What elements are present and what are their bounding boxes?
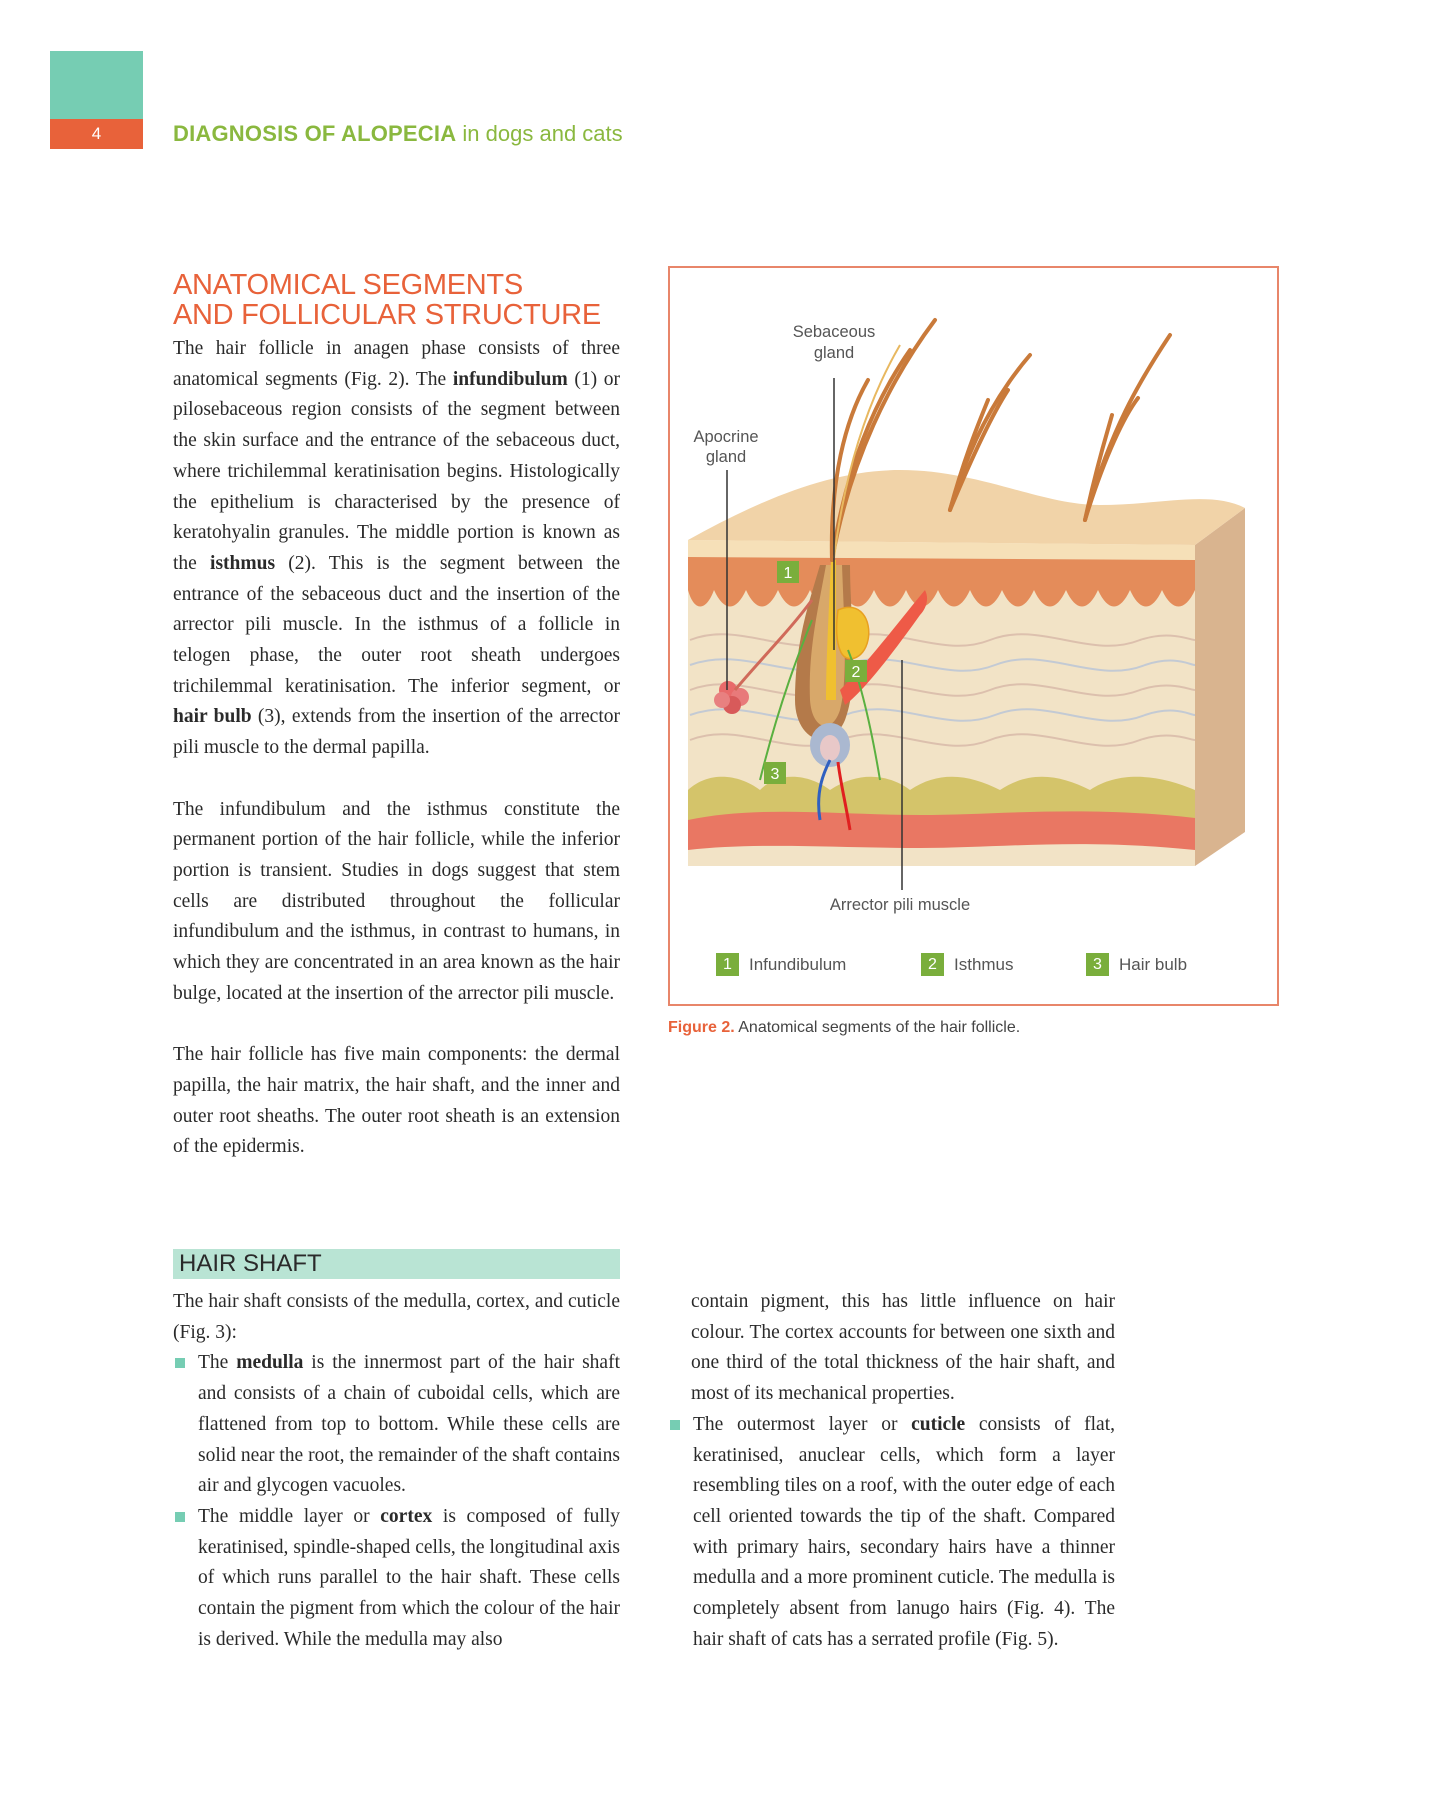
legend-label-1: Infundibulum [749, 954, 847, 974]
bullet-square [175, 1512, 185, 1522]
bullet-cortex [173, 1502, 620, 1656]
legend-box-1: 1 [716, 953, 739, 976]
legend-label-2: Isthmus [954, 954, 1014, 974]
segment-marker-1-text: 1 [783, 565, 793, 582]
section-title-line1: ANATOMICAL SEGMENTS [173, 269, 523, 301]
bullet-square [670, 1420, 680, 1430]
sebaceous-gland [837, 607, 869, 658]
page-number: 4 [50, 119, 143, 149]
legend-box-3: 3 [1086, 953, 1109, 976]
figure-caption-text: Anatomical segments of the hair follicle. [738, 1019, 1021, 1036]
hair-shaft-col1 [173, 1287, 620, 1655]
bullet-cortex-text-start: The middle layer or cortex is composed of fully keratinised, spindle-shaped cells, the longitudinal axis of which runs parallel to the hair shaft. These cells contain the pigment from which the colour of the hair is derived. While the medulla may also [198, 1505, 620, 1650]
legend-item-hair-bulb [1086, 953, 1187, 976]
legend-label-3: Hair bulb [1119, 954, 1188, 974]
section-title-line2: AND FOLLICULAR STRUCTURE [173, 299, 601, 331]
bullet-cortex-text-end: contain pigment, this has little influence on hair colour. The cortex accounts for between one sixth and one third of the total thickness of the hair shaft, and most of its mechanical properties. [691, 1291, 1115, 1405]
legend-item-isthmus [921, 953, 1014, 976]
running-title-light: in dogs and cats [462, 121, 623, 146]
figure-caption [668, 1019, 1020, 1037]
legend-item-infundibulum [716, 953, 846, 976]
paragraph-permanent: The infundibulum and the isthmus constitute the permanent portion of the hair follicle, while the inferior portion is transient. Studies in dogs suggest that stem cells are distributed throughout the follicular infundibulum and the isthmus, in contrast to humans, in which they are concentrated in an area known as the hair bulge, located at the insertion of the arrector pili muscle. [173, 798, 620, 1004]
section-title-hair-shaft: HAIR SHAFT [173, 1249, 620, 1279]
muscle-layer [688, 811, 1195, 850]
bullet-medulla [173, 1348, 620, 1502]
skin-block-side [1195, 508, 1245, 866]
bullet-cuticle-text: The outermost layer or cuticle consists of flat, keratinised, anuclear cells, which form a layer resembling tiles on a roof, with the outer edge of each cell oriented towards the tip of the shaft. Compared with primary hairs, secondary hairs have a thinner medulla and a more prominent cuticle. The medulla is completely absent from lanugo hairs (Fig. 4). The hair shaft of cats has a serrated profile (Fig. 5). [693, 1413, 1115, 1650]
hair-shaft-intro: The hair shaft consists of the medulla, cortex, and cuticle (Fig. 3): [173, 1291, 620, 1343]
label-apocrine-line2: gland [705, 448, 747, 466]
bullet-square [175, 1358, 185, 1368]
segment-marker-2-text: 2 [851, 664, 861, 681]
label-sebaceous-line1: Sebaceous [792, 323, 876, 341]
paragraph-components: The hair follicle has five main components: the dermal papilla, the hair matrix, the hair shaft, and the inner and outer root sheaths. The outer root sheath is an extension of the epidermis. [173, 1044, 620, 1158]
bullet-cuticle [668, 1410, 1115, 1656]
hair-shaft-bullets-col2 [668, 1287, 1115, 1655]
running-title-bold: DIAGNOSIS OF ALOPECIA [173, 121, 457, 146]
segment-marker-3-text: 3 [770, 766, 780, 783]
bullet-medulla-text: The medulla is the innermost part of the hair shaft and consists of a chain of cuboidal cells, which are flattened from top to bottom. While these cells are solid near the root, the remainder of the shaft contains air and glycogen vacuoles. [198, 1352, 620, 1497]
label-apocrine-line1: Apocrine [693, 428, 759, 446]
skin-top-surface [688, 470, 1245, 545]
hair-shaft-bullets-col1 [173, 1348, 620, 1655]
hair-shaft-col2 [668, 1287, 1115, 1655]
paragraph-segments: The hair follicle in anagen phase consists of three anatomical segments (Fig. 2). The infundibulum (1) or pilosebaceous region consists of the segment between the skin surface and the entrance of the sebaceous duct, where trichilemmal keratinisation begins. Histologically the epithelium is characterised by the presence of keratohyalin granules. The middle portion is known as the isthmus (2). This is the segment between the entrance of the sebaceous duct and the insertion of the arrector pili muscle. In the isthmus of a follicle in telogen phase, the outer root sheath undergoes trichilemmal keratinisation. The inferior segment, or hair bulb (3), extends from the insertion of the arrector pili muscle to the dermal papilla. [173, 338, 621, 759]
legend-box-2: 2 [921, 953, 944, 976]
figure-caption-label: Figure 2. [668, 1019, 735, 1036]
label-sebaceous-line2: gland [813, 344, 855, 362]
bullet-cortex-continued [668, 1287, 1115, 1410]
label-arrector: Arrector pili muscle [829, 896, 971, 914]
